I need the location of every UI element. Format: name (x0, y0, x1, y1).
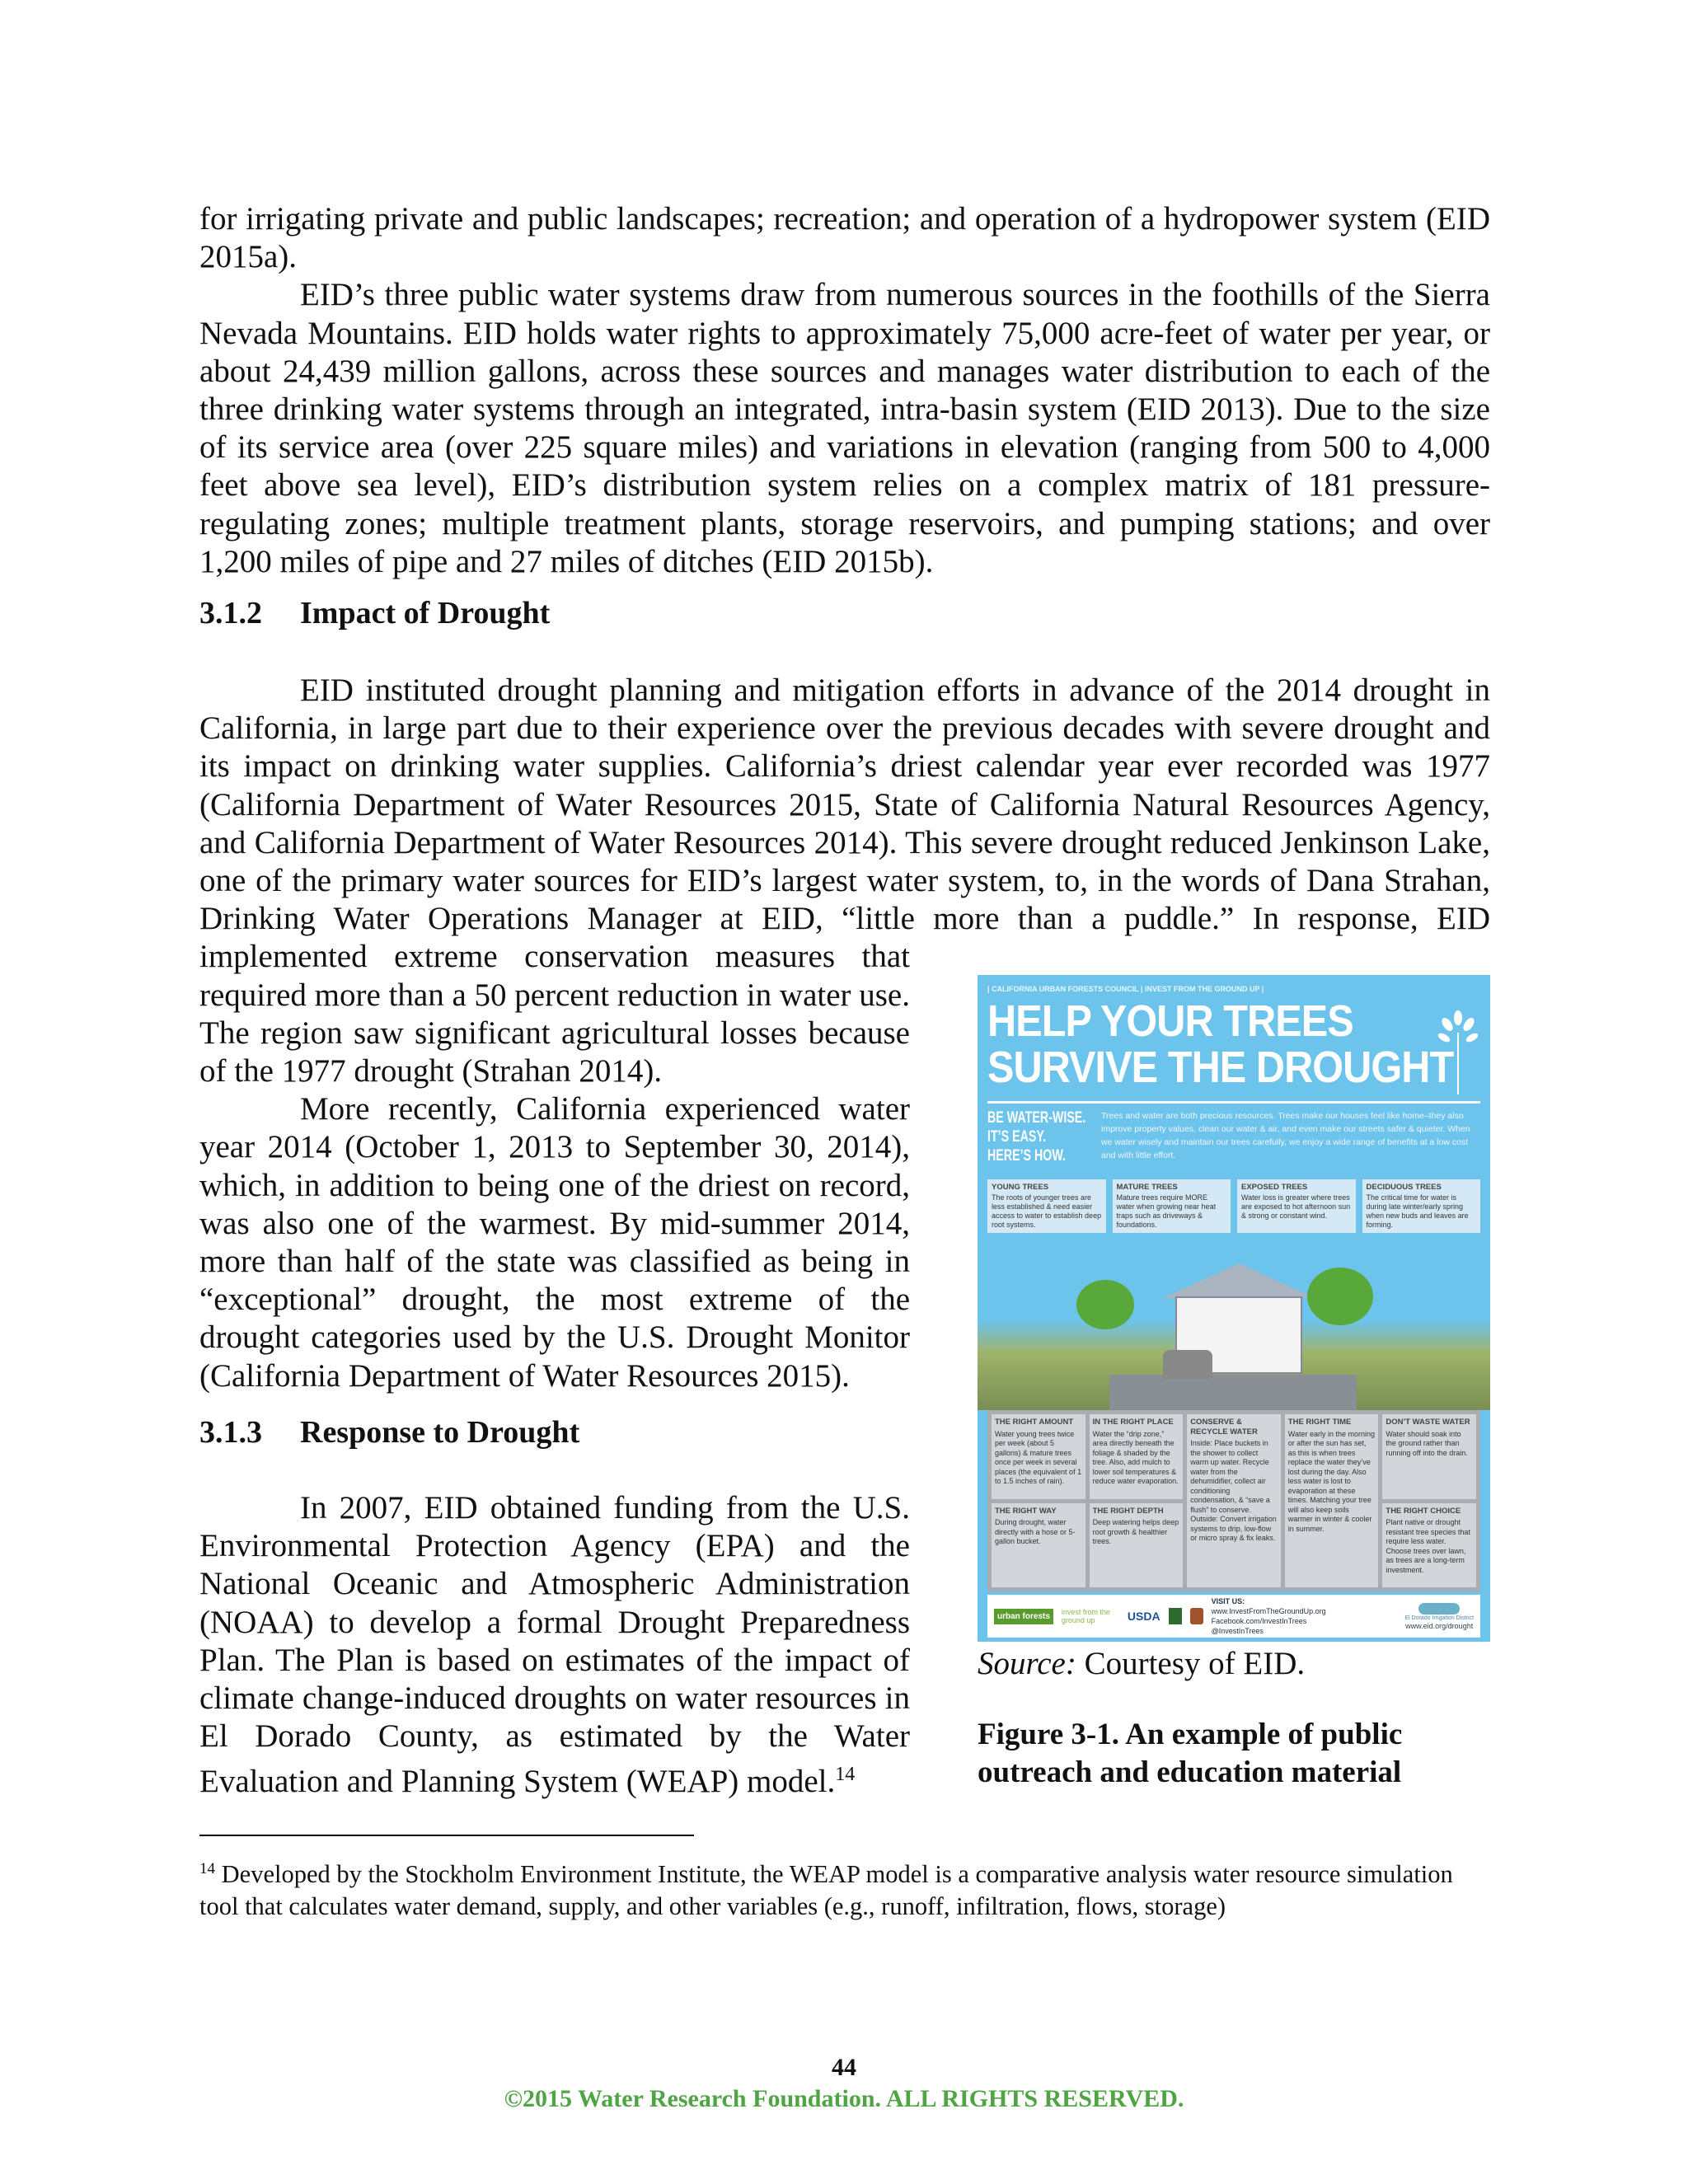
paragraph: EID’s three public water systems draw from numerous sources in the foothills of the Sierra Nevada Mountains. EID holds water rights to approximately 75,000 acre-feet of water per year, or about 24,439 million gallons, across these sources and manages water distribution to each of the three drinking water systems through an integrated, intra-basin system (EID 2013). Due to the size of its service area (over 225 square miles) and variations in elevation (ranging from 500 to 4,000 feet above sea level), EID’s distribution system relies on a complex matrix of 181 pressure-regulating zones; multiple treatment plants, storage reservoirs, and pumping stations; and over 1,200 miles of pipe and 27 miles of ditches (EID 2015b). (199, 277, 1490, 579)
footnote-number: 14 (199, 1859, 215, 1877)
tip-title: THE RIGHT DEPTH (1092, 1506, 1164, 1516)
paragraph: More recently, California experienced water year 2014 (October 1, 2013 to September 30, 2014), which, in addition to being one of the driest on record, was also one of the warmest. By mid-summer 2014, more than half of the state was classified as being in “exceptional” drought, the most extreme of the drought categories used by the U.S. Drought Monitor (California Department of Water Resources 2015). (199, 1091, 910, 1394)
section-title: Impact of Drought (300, 596, 551, 631)
tips-grid (987, 1410, 1480, 1591)
tree-type-cards (987, 1179, 1480, 1233)
visit-us (1212, 1596, 1326, 1636)
figure-source (978, 1645, 1490, 1683)
tip-title: CONSERVE & RECYCLE WATER (1190, 1418, 1258, 1436)
tree (1076, 1280, 1134, 1329)
calfire-badge-icon (1190, 1608, 1203, 1624)
tip-text: Water the “drip zone,” area directly beneath the foliage & shaded by the tree. Also, add mulch to lower soil temperatures & reduce water evaporation. (1092, 1429, 1179, 1486)
eid-url[interactable]: www.eid.org/drought (1405, 1621, 1474, 1630)
website-link[interactable]: www.InvestFromTheGroundUp.org (1211, 1607, 1326, 1616)
footnote-text: Developed by the Stockholm Environment Institute, the WEAP model is a comparative analysis water resource simulation tool that calculates water demand, supply, and other variables (e.g., runoff, infiltration, flows, storage) (199, 1859, 1453, 1920)
text-flow (199, 200, 1490, 1923)
tip-text: Plant native or drought resistant tree species that require less water. Choose trees over lawn, as trees are a long-term investment. (1386, 1518, 1470, 1574)
tip (1382, 1503, 1476, 1588)
ww-line: HERE’S HOW. (987, 1147, 1067, 1165)
drought-infographic (978, 975, 1490, 1642)
house-scene-illustration (978, 1247, 1490, 1410)
footnote-reference[interactable]: 14 (835, 1764, 856, 1786)
tip-text: Water young trees twice per week (about 5 gallons) & mature trees once per week in several places (the equivalent of 1 to 1.5 inches of rain). (995, 1429, 1082, 1486)
card-title: YOUNG TREES (992, 1183, 1049, 1193)
tip-text: During drought, water directly with a hose or 5-gallon bucket. (995, 1518, 1076, 1546)
card-text: Mature trees require MORE water when growing near heat traps such as driveways & foundations. (1116, 1193, 1217, 1230)
tip-title: THE RIGHT AMOUNT (995, 1418, 1074, 1427)
card-title: EXPOSED TREES (1241, 1183, 1308, 1193)
section-heading-3-1-3 (199, 1413, 910, 1451)
tip (1382, 1414, 1476, 1499)
page-number: 44 (832, 2054, 856, 2081)
title-line: SURVIVE THE DROUGHT (987, 1043, 1454, 1093)
tree-card (987, 1179, 1106, 1233)
caption-line: Figure 3-1. An example of public (978, 1718, 1403, 1752)
paragraph: EID instituted drought planning and mitigation efforts in advance of the 2014 drought in California, in large part due to their experience over the previous decades with severe drought and its impact on drinking water supplies. California’s driest calendar year ever recorded was 1977 (California Department of Water Resources 2015, State of California Natural Resources Agency, and California Department of Water Resources 2014). This severe drought reduced Jenkinson Lake, one of the primary water sources for EID’s largest water system, to, in the words of Dana Strahan, Drinking Water Operations Manager at EID, “little more than a puddle.” In response, EID (199, 673, 1490, 937)
paragraph: implemented extreme conservation measures that required more than a 50 percent reduction in water use. The region saw significant agricultural losses because of the 1977 drought (Strahan 2014). (199, 939, 910, 1090)
infographic-intro: Trees and water are both precious resources. Trees make our houses feel like home–they also improve property values, clean our water & air, and even make our streets safer & quieter. When we water wisely and maintain our trees carefully, we enjoy a wide range of benefits at a low cost and with little effort. (1101, 1111, 1470, 1161)
tip-title: THE RIGHT CHOICE (1386, 1506, 1461, 1516)
forest-service-shield-icon (1169, 1608, 1182, 1624)
urban-forests-logo: urban forests (994, 1609, 1053, 1624)
facebook-link[interactable]: Facebook.com/InvestInTrees (1211, 1617, 1307, 1626)
card-text: The critical time for water is during late winter/early spring when new buds and leaves are forming. (1366, 1193, 1469, 1230)
invest-logo: invest from the ground up (1061, 1608, 1110, 1625)
ww-line: BE WATER-WISE. (987, 1109, 1086, 1127)
tree-card (1113, 1179, 1231, 1233)
footnote (199, 1853, 1490, 1923)
infographic-footer (987, 1595, 1480, 1638)
tree (1307, 1268, 1373, 1325)
card-title: DECIDUOUS TREES (1366, 1183, 1442, 1193)
footnote-rule (199, 1835, 694, 1836)
infographic-title (987, 996, 1454, 1093)
figure-caption (978, 1716, 1490, 1792)
caption-line: outreach and education material (978, 1755, 1402, 1790)
section-number: 3.1.3 (199, 1414, 262, 1450)
section-heading-3-1-2 (199, 594, 1490, 632)
section-number: 3.1.2 (199, 596, 262, 631)
ww-line: IT’S EASY. (987, 1128, 1047, 1146)
paragraph: for irrigating private and public landscapes; recreation; and operation of a hydropower system (EID 2015a). (199, 201, 1490, 275)
driveway (1109, 1375, 1357, 1410)
twitter-link[interactable]: @InvestInTrees (1211, 1627, 1264, 1636)
paragraph-text: In 2007, EID obtained funding from the U.S. Environmental Protection Agency (EPA) and the National Oceanic and Atmospheric Administration (NOAA) to develop a formal Drought Preparedness Plan. The Plan is based on estimates of the impact of climate change-induced droughts on water resources in El Dorado County, as estimated by the Water Evaluation and Planning System (WEAP) model. (199, 1489, 910, 1800)
tip-text: Water early in the morning or after the sun has set, as this is when trees replace the water they’ve lost during the day. Also less water is lost to evaporation at these times. Matching your tree will also keep soils warmer in winter & cooler in summer. (1287, 1429, 1376, 1533)
left-column-text (199, 938, 910, 1801)
source-text: Courtesy of EID. (1076, 1646, 1306, 1682)
tree-card (1237, 1179, 1356, 1233)
full-width-text (199, 200, 1490, 938)
tree-card (1362, 1179, 1481, 1233)
water-wise-heading (987, 1108, 1085, 1165)
card-text: Water loss is greater where trees are exposed to hot afternoon sun & strong or constant wind. (1241, 1193, 1351, 1221)
eid-logo (1404, 1603, 1474, 1630)
tree-logo-icon (1437, 1008, 1479, 1099)
title-line: HELP YOUR TREES (987, 996, 1353, 1047)
tip (1090, 1503, 1184, 1588)
figure-column (978, 975, 1490, 1792)
usda-logo: USDA (1127, 1610, 1160, 1624)
tip-title: THE RIGHT WAY (995, 1506, 1057, 1516)
tip-title: THE RIGHT TIME (1287, 1418, 1352, 1427)
tip-title: IN THE RIGHT PLACE (1092, 1418, 1174, 1427)
tip (992, 1414, 1085, 1499)
tip (992, 1503, 1085, 1588)
eid-logo-icon (1418, 1603, 1460, 1615)
card-text: The roots of younger trees are less established & need easier access to water to establish deep root systems. (992, 1193, 1102, 1230)
tip-text: Water should soak into the ground rather than running off into the drain. (1386, 1429, 1468, 1457)
tip (1090, 1414, 1184, 1499)
tip-text: Deep watering helps deep root growth & healthier trees. (1092, 1518, 1179, 1546)
tip-title: DON’T WASTE WATER (1386, 1418, 1470, 1427)
car (1163, 1350, 1212, 1379)
tip-text: Inside: Place buckets in the shower to collect warm up water. Recycle water from the dehumidifier, collect air conditioning condensation, & “save a flush” to conserve. Outside: Convert irrigation systems to drip, low-flow or micro spray & fix leaks. (1190, 1439, 1277, 1543)
paragraph (199, 1489, 910, 1802)
visit-label: VISIT US: (1211, 1597, 1245, 1606)
card-title: MATURE TREES (1116, 1183, 1178, 1193)
divider (987, 1101, 1480, 1104)
source-label: Source: (978, 1646, 1076, 1682)
tip (1187, 1414, 1281, 1587)
two-column-row (199, 938, 1490, 1801)
eid-name: El Dorado Irrigation District (1404, 1615, 1474, 1621)
section-title: Response to Drought (300, 1414, 580, 1450)
infographic-top-bar: | CALIFORNIA URBAN FORESTS COUNCIL | INVEST FROM THE GROUND UP | (987, 985, 1264, 994)
tip (1285, 1414, 1379, 1587)
roof (1163, 1263, 1315, 1298)
copyright: ©2015 Water Research Foundation. ALL RIGHTS RESERVED. (504, 2085, 1184, 2112)
